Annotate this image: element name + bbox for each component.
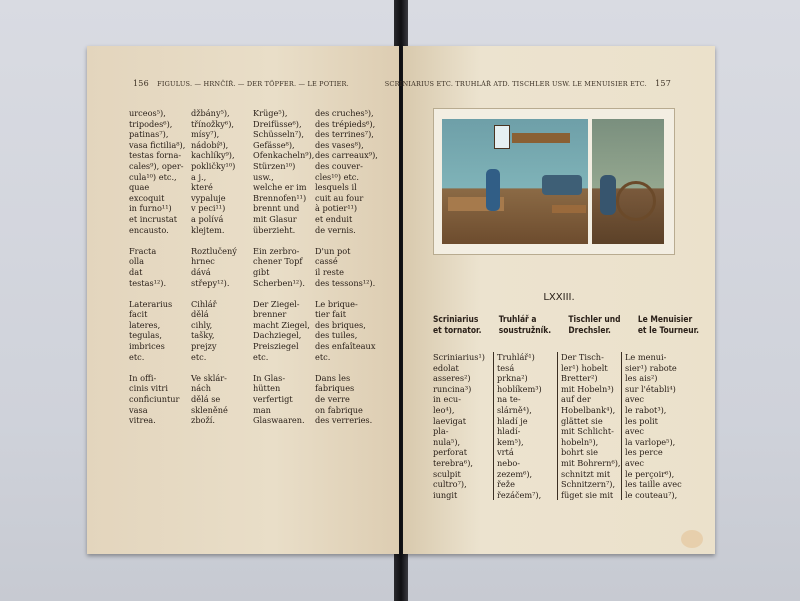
right-page xyxy=(384,46,715,554)
left-page xyxy=(87,46,399,554)
french-column-right: Le menui- sier¹) rabote les ais²) sur l'établi⁴) avec le rabot³), les polit avec la varlope⁵), les perce avec le perçoir⁶), les taille avec le couteau⁷), xyxy=(621,352,683,500)
left-head-text: FIGULUS. — HRNČÍŘ. — DER TÖPFER. — LE POTIER. xyxy=(157,80,349,88)
heading-german: Tischler und Drechsler. xyxy=(568,314,621,335)
carpenter-workshop-scene xyxy=(442,119,588,244)
left-page-number: 156 xyxy=(133,79,149,88)
section-headings xyxy=(433,314,699,336)
right-text-columns xyxy=(433,352,683,500)
lathe-wheel-icon xyxy=(616,181,656,221)
right-head-text: SCRINIARIUS ETC. TRUHLÁŘ ATD. TISCHLER USW. LE MENUISIER ETC. xyxy=(384,80,647,88)
carpenter-figure-icon xyxy=(486,169,500,211)
german-column-right: Der Tisch- ler¹) hobelt Bretter²) mit Hobeln³) auf der Hobelbank⁴), glättet sie mit Schlicht- hobeln⁵), bohrt sie mit Bohrern⁶), schnitzt mit Schnitzern⁷), füget sie mit xyxy=(557,352,619,500)
left-running-head xyxy=(127,79,349,88)
carpentry-illustration xyxy=(433,108,675,255)
heading-french: Le Menuisier et le Tourneur. xyxy=(637,314,699,335)
czech-column: džbány⁵), třínožky⁶), mísy⁷), nádobí⁸), kachlíky⁹), pokličky¹⁰) a j., které vypaluje v peci¹¹) a polívá klejtem. Roztlučený hrnec dává střepy¹²). Cihlář dělá cihly, tašky, prejzy etc. Ve sklár- nách dělá se skleněné zboží. xyxy=(191,108,237,426)
czech-column-right: Truhlář¹) tesá prkna²) hoblíkem³) na te- slárně⁴), hladí je hladí- kem⁵), vrtá nebo- zezem⁶), řeže řezáčem⁷), xyxy=(493,352,555,500)
latin-column: urceos⁵), tripodes⁶), patinas⁷), vasa fictilia⁸), testas forna- cales⁹), oper- cula¹⁰) etc., quae excoquit in furno¹¹) et incrustat encausto. Fracta olla dat testas¹²). Laterarius facit lateres, tegulas, imbrices etc. In offi- cinis vitri conficiuntur vasa vitrea. xyxy=(129,108,186,426)
heading-latin: Scriniarius et tornator. xyxy=(433,314,482,335)
table-icon xyxy=(552,205,586,213)
left-text-columns xyxy=(129,108,378,426)
window-icon xyxy=(494,125,510,149)
tool-rack-icon xyxy=(512,133,570,143)
heading-czech: Truhlář a soustružník. xyxy=(498,314,552,335)
right-page-number: 157 xyxy=(655,79,671,88)
turner-figure-icon xyxy=(600,175,616,215)
sofa-icon xyxy=(542,175,582,195)
section-number: LXXIII. xyxy=(543,292,575,303)
turner-workshop-scene xyxy=(592,119,664,244)
latin-column-right: Scriniarius¹) edolat asseres²) runcina³) in ecu- leo⁴), laevigat pla- nula⁵), perforat terebra⁶), sculpit cultro⁷), iungit xyxy=(433,352,485,500)
paper-stain xyxy=(681,530,703,548)
french-column: des cruches⁵), des trépieds⁶), des terrines⁷), des vases⁸), des carreaux⁹), des couver- cles¹⁰) etc. lesquels il cuit au four à potier¹¹) et enduit de vernis. D'un pot cassé il reste des tessons¹²). Le brique- tier fait des briques, des tuiles, des enfaîteaux etc. Dans les fabriques de verre on fabrique des verreries. xyxy=(315,108,378,426)
german-column: Krüge⁵), Dreifüsse⁶), Schüsseln⁷), Gefässe⁸), Ofenkacheln⁹), Stürzen¹⁰) usw., welche er im Brennofen¹¹) brennt und mit Glasur überzieht. Ein zerbro- chener Topf gibt Scherben¹²). Der Ziegel- brenner macht Ziegel, Dachziegel, Preisziegel etc. In Glas- hütten verfertigt man Glaswaaren. xyxy=(253,108,315,426)
right-running-head xyxy=(385,79,677,88)
